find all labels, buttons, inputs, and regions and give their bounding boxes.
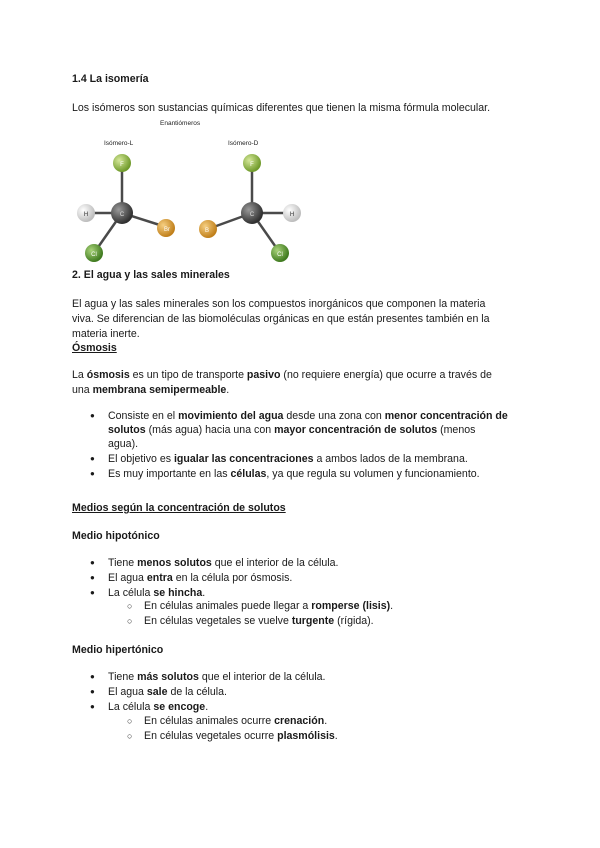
list-item: ○ En células animales ocurre crenación. bbox=[72, 714, 338, 728]
list-item: ● El agua sale de la célula. bbox=[72, 685, 326, 699]
hipertonico-heading: Medio hipertónico bbox=[72, 644, 164, 656]
atom-label-c: C bbox=[249, 212, 255, 218]
medios-heading: Medios según la concentración de solutos bbox=[72, 502, 286, 514]
list-item: ○ En células animales puede llegar a romperse (lisis). bbox=[72, 599, 393, 613]
list-item: ○ En células vegetales ocurre plasmólisis. bbox=[72, 729, 338, 743]
list-item: ● Es muy importante en las células, ya que regula su volumen y funcionamiento. bbox=[72, 467, 508, 481]
list-item: ● Consiste en el movimiento del agua desde una zona con menor concentración de solutos (más agua) hacia una con mayor concentración de solutos (menos agua). bbox=[72, 409, 508, 451]
atom-label-b: B bbox=[204, 228, 210, 234]
list-item: ● El objetivo es igualar las concentraciones a ambos lados de la membrana. bbox=[72, 452, 508, 466]
isomer-l-molecule bbox=[77, 154, 175, 262]
isomer-l-label: Isómero-L bbox=[104, 140, 134, 147]
agua-para-line1: El agua y las sales minerales son los compuestos inorgánicos que componen la materia bbox=[72, 298, 486, 310]
enantiomers-figure bbox=[66, 117, 326, 267]
osmosis-def-line2: una membrana semipermeable. bbox=[72, 384, 230, 396]
atom-label-cl: Cl bbox=[277, 252, 283, 258]
list-item: ● El agua entra en la célula por ósmosis. bbox=[72, 571, 338, 585]
list-item: ● Tiene más solutos que el interior de la célula. bbox=[72, 670, 326, 684]
isomer-d-molecule bbox=[199, 154, 301, 262]
atom-label-c: C bbox=[119, 212, 125, 218]
list-item: ● La célula se encoge. bbox=[72, 700, 326, 714]
atom-label-cl: Cl bbox=[91, 252, 97, 258]
atom-label-f: F bbox=[120, 162, 124, 168]
atom-label-h: H bbox=[83, 212, 89, 218]
hipotonico-heading: Medio hipotónico bbox=[72, 530, 160, 542]
osmosis-def-line1: La ósmosis es un tipo de transporte pasivo (no requiere energía) que ocurre a través de bbox=[72, 369, 492, 381]
list-item: ● Tiene menos solutos que el interior de la célula. bbox=[72, 556, 338, 570]
hipotonico-subbullets bbox=[72, 599, 393, 628]
figure-title: Enantiómeros bbox=[160, 120, 201, 127]
atom-label-h: H bbox=[289, 212, 295, 218]
isomer-d-label: Isómero-D bbox=[228, 140, 259, 147]
atom-label-br: Br bbox=[164, 227, 170, 233]
section-heading-agua: 2. El agua y las sales minerales bbox=[72, 269, 230, 281]
isomeria-intro: Los isómeros son sustancias químicas diferentes que tienen la misma fórmula molecular. bbox=[72, 102, 491, 114]
atom-label-f: F bbox=[250, 162, 254, 168]
hipotonico-bullets bbox=[72, 556, 338, 600]
hipertonico-subbullets bbox=[72, 714, 338, 743]
osmosis-heading: Ósmosis bbox=[72, 342, 117, 354]
list-item: ○ En células vegetales se vuelve turgente (rígida). bbox=[72, 614, 393, 628]
list-item: ● La célula se hincha. bbox=[72, 586, 338, 600]
section-heading-isomeria: 1.4 La isomería bbox=[72, 73, 149, 85]
agua-para-line3: materia inerte. bbox=[72, 328, 140, 340]
agua-para-line2: viva. Se diferencian de las biomoléculas orgánicas en que están presentes también en la bbox=[72, 313, 490, 325]
hipertonico-bullets bbox=[72, 670, 326, 714]
osmosis-bullets bbox=[72, 409, 508, 481]
